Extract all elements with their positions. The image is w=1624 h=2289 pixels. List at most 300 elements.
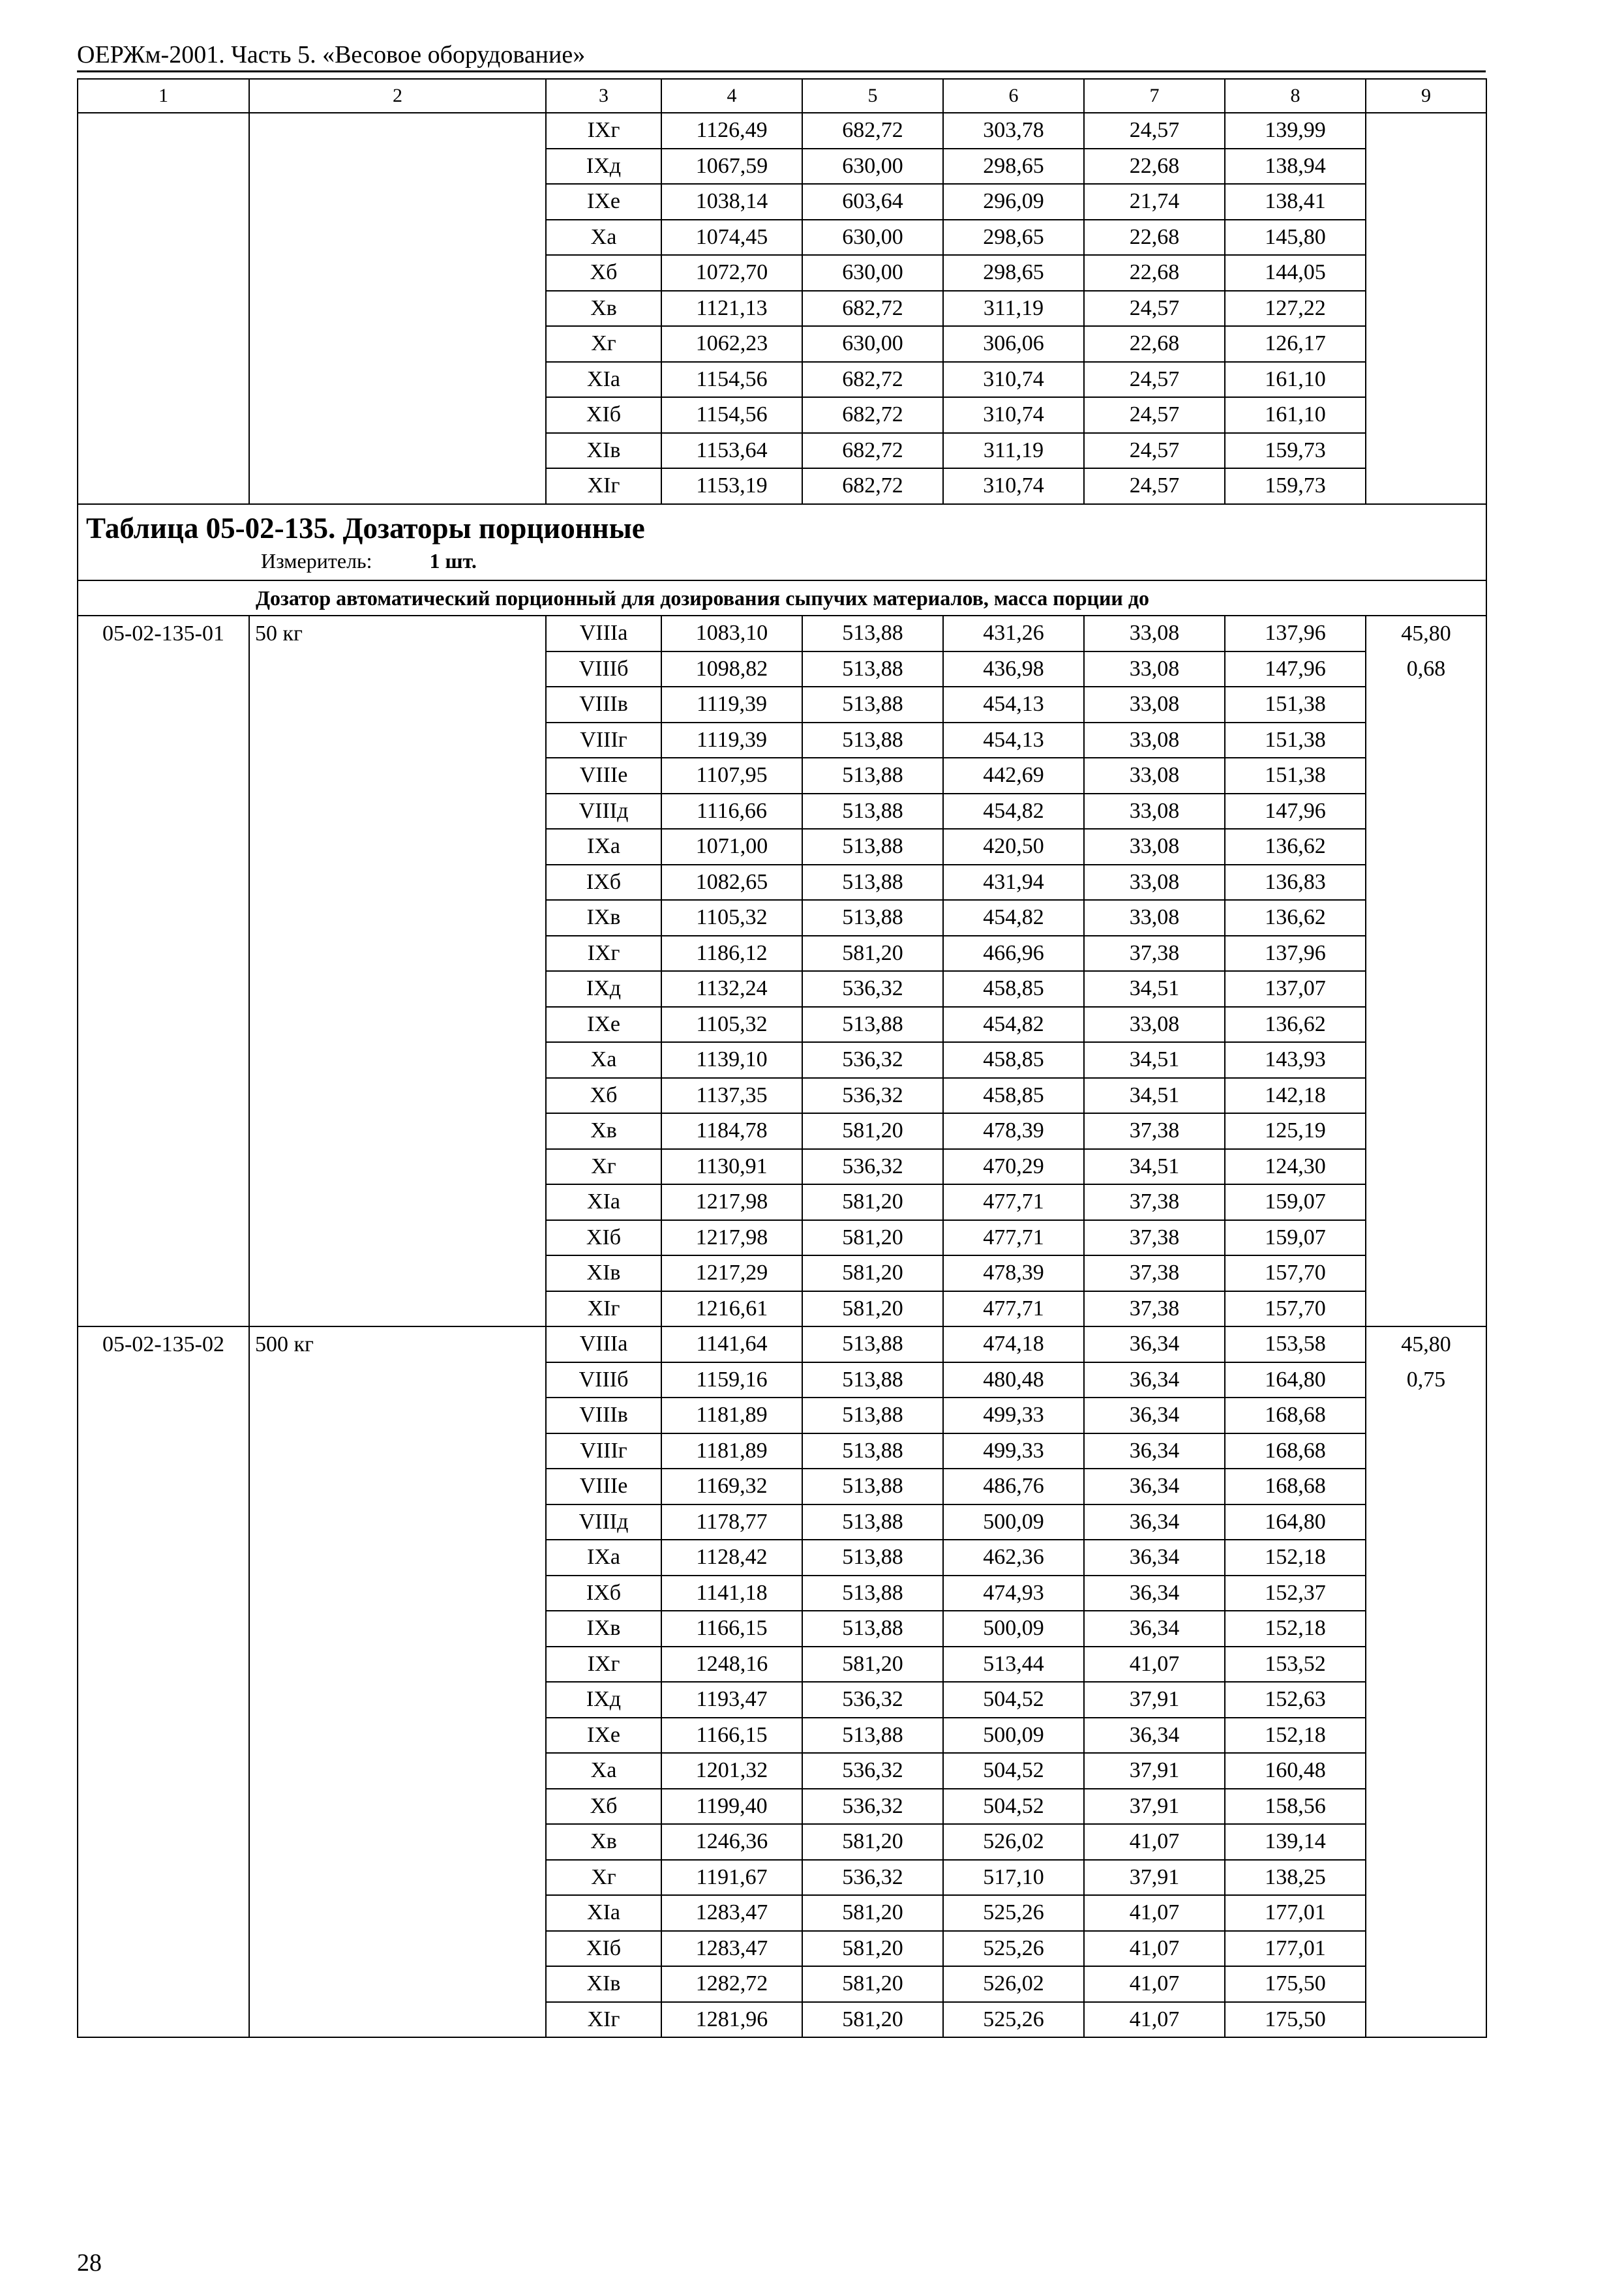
rates-table bbox=[77, 78, 1487, 2038]
code-cell bbox=[78, 1113, 249, 1149]
value-cell: 137,96 bbox=[1225, 616, 1366, 651]
value-cell: 1141,18 bbox=[661, 1576, 802, 1611]
code-cell bbox=[78, 723, 249, 758]
value-cell: 1121,13 bbox=[661, 291, 802, 327]
value-cell: 159,73 bbox=[1225, 468, 1366, 504]
value-cell: 536,32 bbox=[802, 1753, 943, 1789]
desc-cell bbox=[249, 936, 546, 972]
col9-cell bbox=[1366, 1753, 1486, 1789]
table-title: Таблица 05-02-135. Дозаторы порционные bbox=[86, 511, 645, 545]
col9-cell bbox=[1366, 1433, 1486, 1469]
value-cell: 504,52 bbox=[943, 1753, 1084, 1789]
value-cell: 486,76 bbox=[943, 1469, 1084, 1504]
value-cell: VIIIд bbox=[546, 794, 661, 830]
col9-cell bbox=[1366, 1504, 1486, 1540]
value-cell: 1216,61 bbox=[661, 1291, 802, 1327]
value-cell: 152,37 bbox=[1225, 1576, 1366, 1611]
code-cell bbox=[78, 1931, 249, 1967]
desc-cell bbox=[249, 397, 546, 433]
value-cell: 36,34 bbox=[1084, 1504, 1225, 1540]
group-heading-row bbox=[78, 580, 1486, 616]
value-cell: XIв bbox=[546, 1966, 661, 2002]
column-number: 7 bbox=[1084, 79, 1225, 113]
desc-cell bbox=[249, 1860, 546, 1896]
code-cell bbox=[78, 651, 249, 687]
value-cell: 1038,14 bbox=[661, 184, 802, 220]
value-cell: 158,56 bbox=[1225, 1789, 1366, 1825]
table-body bbox=[78, 79, 1486, 2037]
desc-cell bbox=[249, 900, 546, 936]
value-cell: 536,32 bbox=[802, 1789, 943, 1825]
value-cell: 581,20 bbox=[802, 936, 943, 972]
value-cell: 126,17 bbox=[1225, 326, 1366, 362]
code-cell bbox=[78, 433, 249, 469]
value-cell: 1282,72 bbox=[661, 1966, 802, 2002]
value-cell: 442,69 bbox=[943, 758, 1084, 794]
value-cell: 513,88 bbox=[802, 1718, 943, 1754]
value-cell: 1181,89 bbox=[661, 1398, 802, 1433]
code-cell bbox=[78, 2002, 249, 2038]
code-cell bbox=[78, 1042, 249, 1078]
col9-cell bbox=[1366, 1966, 1486, 2002]
desc-cell bbox=[249, 1007, 546, 1043]
value-cell: 454,82 bbox=[943, 794, 1084, 830]
table-row bbox=[78, 113, 1486, 149]
code-cell bbox=[78, 149, 249, 185]
table-title-cell bbox=[78, 504, 1486, 580]
value-cell: 34,51 bbox=[1084, 1149, 1225, 1185]
value-cell: XIг bbox=[546, 468, 661, 504]
code-cell bbox=[78, 1504, 249, 1540]
desc-cell bbox=[249, 1718, 546, 1754]
value-cell: 1217,98 bbox=[661, 1184, 802, 1220]
desc-cell bbox=[249, 113, 546, 149]
col9-cell bbox=[1366, 362, 1486, 398]
value-cell: IXв bbox=[546, 1611, 661, 1647]
value-cell: 33,08 bbox=[1084, 651, 1225, 687]
table-row bbox=[78, 1931, 1486, 1967]
page-header: ОЕРЖм-2001. Часть 5. «Весовое оборудование» bbox=[77, 41, 586, 68]
meter-line bbox=[86, 549, 1478, 573]
value-cell: 139,99 bbox=[1225, 113, 1366, 149]
value-cell: 500,09 bbox=[943, 1718, 1084, 1754]
value-cell: 33,08 bbox=[1084, 794, 1225, 830]
value-cell: 454,82 bbox=[943, 1007, 1084, 1043]
value-cell: 1281,96 bbox=[661, 2002, 802, 2038]
value-cell: 310,74 bbox=[943, 397, 1084, 433]
value-cell: 513,88 bbox=[802, 1576, 943, 1611]
value-cell: 431,94 bbox=[943, 865, 1084, 901]
code-cell bbox=[78, 255, 249, 291]
table-row bbox=[78, 1647, 1486, 1683]
col9-cell bbox=[1366, 687, 1486, 723]
code-cell bbox=[78, 1824, 249, 1860]
code-cell bbox=[78, 1469, 249, 1504]
value-cell: 1082,65 bbox=[661, 865, 802, 901]
value-cell: IXа bbox=[546, 1540, 661, 1576]
table-row bbox=[78, 326, 1486, 362]
desc-cell bbox=[249, 1113, 546, 1149]
value-cell: 1283,47 bbox=[661, 1895, 802, 1931]
desc-cell bbox=[249, 1895, 546, 1931]
col9-cell bbox=[1366, 971, 1486, 1007]
col9-cell bbox=[1366, 326, 1486, 362]
value-cell: 1166,15 bbox=[661, 1611, 802, 1647]
table-title-row bbox=[78, 504, 1486, 580]
value-cell: 37,38 bbox=[1084, 1184, 1225, 1220]
table-row bbox=[78, 1682, 1486, 1718]
value-cell: 37,38 bbox=[1084, 936, 1225, 972]
code-cell bbox=[78, 1220, 249, 1256]
value-cell: 153,58 bbox=[1225, 1326, 1366, 1362]
value-cell: 36,34 bbox=[1084, 1576, 1225, 1611]
value-cell: 513,88 bbox=[802, 794, 943, 830]
desc-cell bbox=[249, 433, 546, 469]
code-cell bbox=[78, 1860, 249, 1896]
value-cell: 513,88 bbox=[802, 1504, 943, 1540]
value-cell: IXб bbox=[546, 1576, 661, 1611]
value-cell: 682,72 bbox=[802, 468, 943, 504]
value-cell: 1184,78 bbox=[661, 1113, 802, 1149]
value-cell: 136,62 bbox=[1225, 900, 1366, 936]
desc-cell bbox=[249, 1966, 546, 2002]
column-number: 4 bbox=[661, 79, 802, 113]
value-cell: 24,57 bbox=[1084, 468, 1225, 504]
code-cell bbox=[78, 1184, 249, 1220]
value-cell: 1132,24 bbox=[661, 971, 802, 1007]
table-row bbox=[78, 1007, 1486, 1043]
code-cell bbox=[78, 1611, 249, 1647]
value-cell: 480,48 bbox=[943, 1362, 1084, 1398]
value-cell: 303,78 bbox=[943, 113, 1084, 149]
value-cell: 525,26 bbox=[943, 1931, 1084, 1967]
value-cell: Xг bbox=[546, 326, 661, 362]
value-cell: 298,65 bbox=[943, 255, 1084, 291]
value-cell: 298,65 bbox=[943, 149, 1084, 185]
column-number: 5 bbox=[802, 79, 943, 113]
value-cell: IXд bbox=[546, 149, 661, 185]
value-cell: IXг bbox=[546, 113, 661, 149]
value-cell: 41,07 bbox=[1084, 1647, 1225, 1683]
value-cell: 33,08 bbox=[1084, 687, 1225, 723]
desc-cell bbox=[249, 468, 546, 504]
value-cell: 630,00 bbox=[802, 149, 943, 185]
value-cell: 145,80 bbox=[1225, 220, 1366, 256]
desc-cell bbox=[249, 149, 546, 185]
value-cell: 22,68 bbox=[1084, 149, 1225, 185]
value-cell: 682,72 bbox=[802, 397, 943, 433]
value-cell: 1154,56 bbox=[661, 362, 802, 398]
rate-description: 500 кг bbox=[249, 1326, 546, 1362]
value-cell: 477,71 bbox=[943, 1184, 1084, 1220]
value-cell: 147,96 bbox=[1225, 794, 1366, 830]
col9-cell bbox=[1366, 900, 1486, 936]
value-cell: IXе bbox=[546, 1007, 661, 1043]
value-cell: 470,29 bbox=[943, 1149, 1084, 1185]
table-row bbox=[78, 1149, 1486, 1185]
value-cell: 41,07 bbox=[1084, 1824, 1225, 1860]
value-cell: 1246,36 bbox=[661, 1824, 802, 1860]
col9-cell bbox=[1366, 794, 1486, 830]
value-cell: 462,36 bbox=[943, 1540, 1084, 1576]
table-row bbox=[78, 1611, 1486, 1647]
value-cell: 33,08 bbox=[1084, 865, 1225, 901]
value-cell: 1062,23 bbox=[661, 326, 802, 362]
value-cell: 143,93 bbox=[1225, 1042, 1366, 1078]
value-cell: 24,57 bbox=[1084, 397, 1225, 433]
value-cell: 152,18 bbox=[1225, 1540, 1366, 1576]
value-cell: XIб bbox=[546, 1220, 661, 1256]
col9-cell bbox=[1366, 1718, 1486, 1754]
value-cell: 1071,00 bbox=[661, 829, 802, 865]
table-row bbox=[78, 936, 1486, 972]
desc-cell bbox=[249, 1149, 546, 1185]
desc-cell bbox=[249, 794, 546, 830]
value-cell: 36,34 bbox=[1084, 1398, 1225, 1433]
table-row bbox=[78, 184, 1486, 220]
value-cell: 1107,95 bbox=[661, 758, 802, 794]
code-cell bbox=[78, 1007, 249, 1043]
value-cell: XIв bbox=[546, 433, 661, 469]
desc-cell bbox=[249, 865, 546, 901]
code-cell bbox=[78, 1078, 249, 1114]
value-cell: 536,32 bbox=[802, 1078, 943, 1114]
value-cell: 177,01 bbox=[1225, 1931, 1366, 1967]
column-number: 6 bbox=[943, 79, 1084, 113]
value-cell: 513,88 bbox=[802, 1611, 943, 1647]
value-cell: 137,07 bbox=[1225, 971, 1366, 1007]
table-row bbox=[78, 255, 1486, 291]
desc-cell bbox=[249, 1824, 546, 1860]
value-cell: 513,88 bbox=[802, 865, 943, 901]
table-row bbox=[78, 433, 1486, 469]
value-cell: 136,83 bbox=[1225, 865, 1366, 901]
value-cell: VIIIб bbox=[546, 651, 661, 687]
value-cell: 36,34 bbox=[1084, 1469, 1225, 1504]
desc-cell bbox=[249, 1504, 546, 1540]
value-cell: 466,96 bbox=[943, 936, 1084, 972]
value-cell: 1153,64 bbox=[661, 433, 802, 469]
value-cell: 454,82 bbox=[943, 900, 1084, 936]
table-row bbox=[78, 1042, 1486, 1078]
value-cell: XIа bbox=[546, 1895, 661, 1931]
value-cell: 161,10 bbox=[1225, 362, 1366, 398]
table-row bbox=[78, 1895, 1486, 1931]
value-cell: 517,10 bbox=[943, 1860, 1084, 1896]
table-row bbox=[78, 1326, 1486, 1362]
code-cell bbox=[78, 113, 249, 149]
desc-cell bbox=[249, 2002, 546, 2038]
value-cell: 311,19 bbox=[943, 433, 1084, 469]
value-cell: 21,74 bbox=[1084, 184, 1225, 220]
desc-cell bbox=[249, 1576, 546, 1611]
desc-cell bbox=[249, 1682, 546, 1718]
col9-cell bbox=[1366, 184, 1486, 220]
value-cell: 296,09 bbox=[943, 184, 1084, 220]
value-cell: XIа bbox=[546, 362, 661, 398]
value-cell: 581,20 bbox=[802, 1291, 943, 1327]
value-cell: 36,34 bbox=[1084, 1326, 1225, 1362]
value-cell: 630,00 bbox=[802, 255, 943, 291]
desc-cell bbox=[249, 1789, 546, 1825]
col9-cell bbox=[1366, 936, 1486, 972]
value-cell: 24,57 bbox=[1084, 362, 1225, 398]
value-cell: 1139,10 bbox=[661, 1042, 802, 1078]
value-cell: 504,52 bbox=[943, 1789, 1084, 1825]
desc-cell bbox=[249, 1931, 546, 1967]
code-cell bbox=[78, 794, 249, 830]
value-cell: 431,26 bbox=[943, 616, 1084, 651]
value-cell: 1105,32 bbox=[661, 900, 802, 936]
value-cell: 500,09 bbox=[943, 1504, 1084, 1540]
value-cell: 125,19 bbox=[1225, 1113, 1366, 1149]
value-cell: 513,88 bbox=[802, 1362, 943, 1398]
value-cell: 22,68 bbox=[1084, 255, 1225, 291]
col9-cell bbox=[1366, 433, 1486, 469]
meter-label: Измеритель: bbox=[261, 548, 372, 573]
value-cell: 682,72 bbox=[802, 291, 943, 327]
col9-cell bbox=[1366, 1398, 1486, 1433]
code-cell bbox=[78, 829, 249, 865]
table-row bbox=[78, 291, 1486, 327]
code-cell bbox=[78, 1540, 249, 1576]
code-cell bbox=[78, 865, 249, 901]
value-cell: 458,85 bbox=[943, 1078, 1084, 1114]
value-cell: 142,18 bbox=[1225, 1078, 1366, 1114]
rate-code: 05-02-135-01 bbox=[78, 616, 249, 651]
value-cell: 152,18 bbox=[1225, 1611, 1366, 1647]
col9-cell bbox=[1366, 1860, 1486, 1896]
value-cell: 1186,12 bbox=[661, 936, 802, 972]
value-cell: 525,26 bbox=[943, 1895, 1084, 1931]
col9-cell bbox=[1366, 1895, 1486, 1931]
desc-cell bbox=[249, 1433, 546, 1469]
table-row bbox=[78, 829, 1486, 865]
value-cell: 1181,89 bbox=[661, 1433, 802, 1469]
desc-cell bbox=[249, 687, 546, 723]
value-cell: 136,62 bbox=[1225, 829, 1366, 865]
table-row bbox=[78, 397, 1486, 433]
value-cell: 513,88 bbox=[802, 1398, 943, 1433]
value-cell: 152,18 bbox=[1225, 1718, 1366, 1754]
code-cell bbox=[78, 1682, 249, 1718]
table-row bbox=[78, 687, 1486, 723]
value-cell: Xг bbox=[546, 1149, 661, 1185]
col9-cell bbox=[1366, 1149, 1486, 1185]
value-cell: 1074,45 bbox=[661, 220, 802, 256]
value-cell: 37,38 bbox=[1084, 1255, 1225, 1291]
table-row bbox=[78, 865, 1486, 901]
desc-cell bbox=[249, 362, 546, 398]
table-row bbox=[78, 651, 1486, 687]
table-row bbox=[78, 468, 1486, 504]
header-rule bbox=[77, 70, 1486, 72]
value-cell: 682,72 bbox=[802, 433, 943, 469]
col9-cell bbox=[1366, 113, 1486, 149]
value-cell: 33,08 bbox=[1084, 829, 1225, 865]
value-cell: 1119,39 bbox=[661, 687, 802, 723]
value-cell: XIг bbox=[546, 2002, 661, 2038]
col9-cell bbox=[1366, 149, 1486, 185]
value-cell: 536,32 bbox=[802, 1042, 943, 1078]
value-cell: XIб bbox=[546, 397, 661, 433]
value-cell: 1141,64 bbox=[661, 1326, 802, 1362]
value-cell: 168,68 bbox=[1225, 1469, 1366, 1504]
table-row bbox=[78, 2002, 1486, 2038]
value-cell: 138,41 bbox=[1225, 184, 1366, 220]
col9-cell bbox=[1366, 1540, 1486, 1576]
value-cell: 477,71 bbox=[943, 1291, 1084, 1327]
value-cell: 474,93 bbox=[943, 1576, 1084, 1611]
col9-cell bbox=[1366, 397, 1486, 433]
value-cell: 137,96 bbox=[1225, 936, 1366, 972]
table-row bbox=[78, 220, 1486, 256]
desc-cell bbox=[249, 651, 546, 687]
code-cell bbox=[78, 1291, 249, 1327]
desc-cell bbox=[249, 1469, 546, 1504]
desc-cell bbox=[249, 255, 546, 291]
code-cell bbox=[78, 220, 249, 256]
value-cell: 1217,29 bbox=[661, 1255, 802, 1291]
value-cell: 1248,16 bbox=[661, 1647, 802, 1683]
value-cell: 151,38 bbox=[1225, 687, 1366, 723]
value-cell: 1178,77 bbox=[661, 1504, 802, 1540]
value-cell: 33,08 bbox=[1084, 1007, 1225, 1043]
value-cell: 37,91 bbox=[1084, 1860, 1225, 1896]
value-cell: 1098,82 bbox=[661, 651, 802, 687]
table-row bbox=[78, 1860, 1486, 1896]
value-cell: VIIIе bbox=[546, 1469, 661, 1504]
desc-cell bbox=[249, 758, 546, 794]
value-cell: 152,63 bbox=[1225, 1682, 1366, 1718]
value-cell: IXд bbox=[546, 1682, 661, 1718]
value-cell: 513,88 bbox=[802, 1469, 943, 1504]
value-cell: 1154,56 bbox=[661, 397, 802, 433]
value-cell: 478,39 bbox=[943, 1255, 1084, 1291]
col9-cell bbox=[1366, 2002, 1486, 2038]
value-cell: Xа bbox=[546, 1753, 661, 1789]
value-cell: XIб bbox=[546, 1931, 661, 1967]
desc-cell bbox=[249, 1540, 546, 1576]
code-cell bbox=[78, 1753, 249, 1789]
value-cell: XIа bbox=[546, 1184, 661, 1220]
value-cell: 630,00 bbox=[802, 326, 943, 362]
value-cell: 37,91 bbox=[1084, 1753, 1225, 1789]
value-cell: IXв bbox=[546, 900, 661, 936]
desc-cell bbox=[249, 326, 546, 362]
value-cell: 151,38 bbox=[1225, 758, 1366, 794]
value-cell: VIIIд bbox=[546, 1504, 661, 1540]
table-row bbox=[78, 1540, 1486, 1576]
value-cell: 513,44 bbox=[943, 1647, 1084, 1683]
desc-cell bbox=[249, 1042, 546, 1078]
code-cell bbox=[78, 397, 249, 433]
table-row bbox=[78, 758, 1486, 794]
value-cell: Xб bbox=[546, 1789, 661, 1825]
value-cell: 138,25 bbox=[1225, 1860, 1366, 1896]
code-cell bbox=[78, 1895, 249, 1931]
value-cell: 36,34 bbox=[1084, 1362, 1225, 1398]
code-cell bbox=[78, 1718, 249, 1754]
value-cell: 144,05 bbox=[1225, 255, 1366, 291]
value-cell: 138,94 bbox=[1225, 149, 1366, 185]
value-cell: IXд bbox=[546, 971, 661, 1007]
col9-cell bbox=[1366, 1078, 1486, 1114]
value-cell: 24,57 bbox=[1084, 113, 1225, 149]
value-cell: XIв bbox=[546, 1255, 661, 1291]
col9-cell bbox=[1366, 1469, 1486, 1504]
value-cell: 298,65 bbox=[943, 220, 1084, 256]
